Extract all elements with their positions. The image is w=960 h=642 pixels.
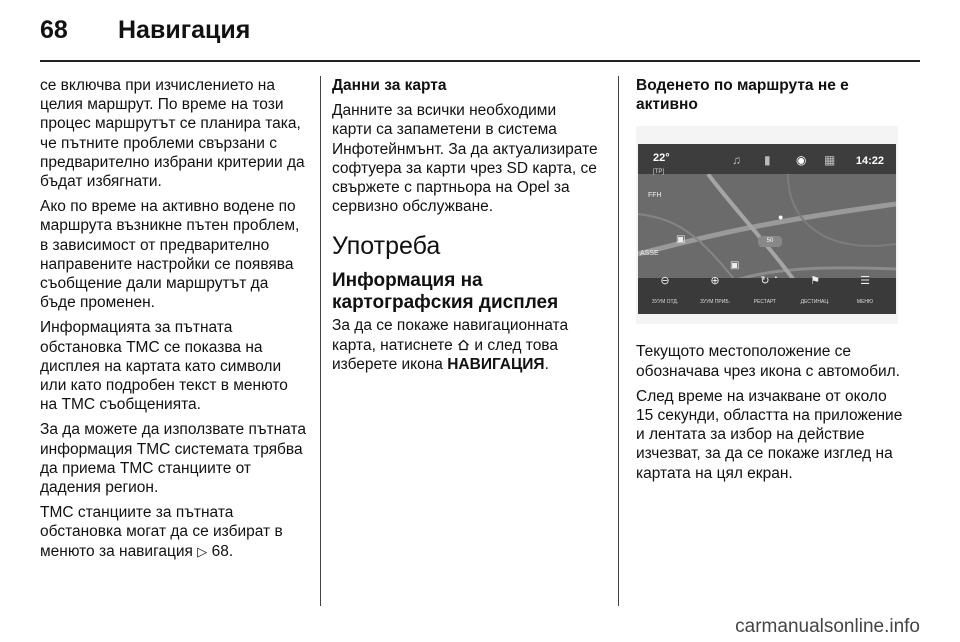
road-number-badge: 50	[758, 236, 782, 247]
paragraph	[40, 503, 308, 561]
map-label: FFH	[648, 192, 662, 200]
restart-icon: ↻	[760, 275, 770, 287]
page-number: 68	[40, 16, 68, 44]
clock-readout: 14:22	[855, 155, 884, 168]
poi-icon: ▣	[676, 234, 686, 246]
zoom-out-icon: ⊖	[660, 275, 670, 287]
navigation-screen-figure	[636, 126, 898, 324]
temperature-readout: 22°	[653, 152, 670, 165]
page-reference-link[interactable]: 68.	[211, 542, 234, 560]
navigation-label: НАВИГАЦИЯ	[447, 355, 545, 373]
page-header	[40, 16, 250, 50]
page-title: Навигация	[118, 16, 251, 44]
paragraph: Информацията за пътната обстановка TMC се показва на дисплея на картата като символи или като подробен текст в менюто на TMC съобщенията.	[40, 319, 288, 414]
map-label: ASSE	[640, 250, 659, 258]
destination-button[interactable]	[794, 272, 836, 312]
music-note-icon[interactable]: ♫	[732, 153, 741, 168]
button-label: ДЕСТИНАЦ.	[800, 299, 830, 306]
paragraph: се включва при изчислението на целия маршрут. По време на този процес маршрутът се планира така, че пътните проблеми свързани с предварително избрани критерии да бъдат избягнати.	[40, 77, 305, 191]
paragraph-text: TMC станциите за пътната обстановка могат да се избират в менюто за навигация	[40, 504, 283, 560]
section-subheading: Воденето по маршрута не е активно	[636, 77, 849, 114]
apps-icon[interactable]: ▦	[824, 153, 836, 168]
column-3	[636, 76, 904, 489]
paragraph	[332, 316, 600, 374]
navigation-icon[interactable]: ◉	[796, 153, 807, 168]
button-label: ЗУУМ ОТД.	[651, 299, 679, 306]
watermark: carmanualsonline.info	[735, 616, 920, 637]
paragraph: Данните за всички необходими карти са запаметени в система Инфотейнмънт. За да актуализирате софтуера за карти чрез SD карта, се свържете с партньора на Opel за сервизно обслужване.	[332, 102, 598, 216]
map-display	[638, 144, 896, 314]
section-heading: Употреба	[332, 232, 441, 261]
zoom-out-button[interactable]	[644, 272, 686, 312]
paragraph-text: и след това изберете икона	[332, 336, 558, 373]
menu-icon: ☰	[860, 275, 870, 287]
header-divider	[40, 60, 920, 62]
paragraph: След време на изчакване от около 15 секунди, областта на приложение и лентата за избор на действие изчезват, за да се покаже изглед на картата на цял екран.	[636, 387, 903, 482]
page-reference-arrow-icon: ▷	[197, 543, 208, 559]
status-bar	[638, 144, 896, 174]
subsection-heading: Информация на картографския дисплея	[332, 270, 559, 314]
poi-icon: ▣	[730, 260, 740, 272]
restart-button[interactable]	[744, 272, 786, 312]
action-bar	[638, 275, 896, 314]
paragraph: За да можете да използвате пътната информация TMC системата трябва да приема TMC станциите от дадения регион.	[40, 421, 307, 497]
button-label: ЗУУМ ПРИБ.	[699, 299, 731, 306]
button-label: МЕНЮ	[856, 299, 874, 306]
button-label: РЕСТАРТ	[753, 299, 777, 306]
home-icon	[457, 339, 470, 351]
traffic-program-indicator: [TP]	[653, 169, 665, 176]
destination-icon: ⚑	[810, 275, 820, 287]
zoom-in-button[interactable]	[694, 272, 736, 312]
column-1	[40, 76, 308, 567]
poi-icon: ●	[778, 212, 784, 223]
paragraph: Ако по време на активно водене по маршрута възникне пътен проблем, в зависимост от предварително направените настройки се появява съобщение дали маршрутът да бъде променен.	[40, 198, 300, 312]
paragraph-text: За да се покаже навигационната карта, натиснете	[332, 317, 569, 354]
paragraph: Текущото местоположение се обозначава чрез икона с автомобил.	[636, 343, 900, 380]
column-divider-1	[320, 76, 321, 606]
punctuation: .	[544, 355, 549, 373]
zoom-in-icon: ⊕	[710, 275, 720, 287]
menu-button[interactable]	[844, 272, 886, 312]
section-subheading: Данни за карта	[332, 77, 447, 94]
column-2	[332, 76, 600, 380]
column-divider-2	[618, 76, 619, 606]
phone-icon[interactable]: ▮	[764, 153, 771, 168]
